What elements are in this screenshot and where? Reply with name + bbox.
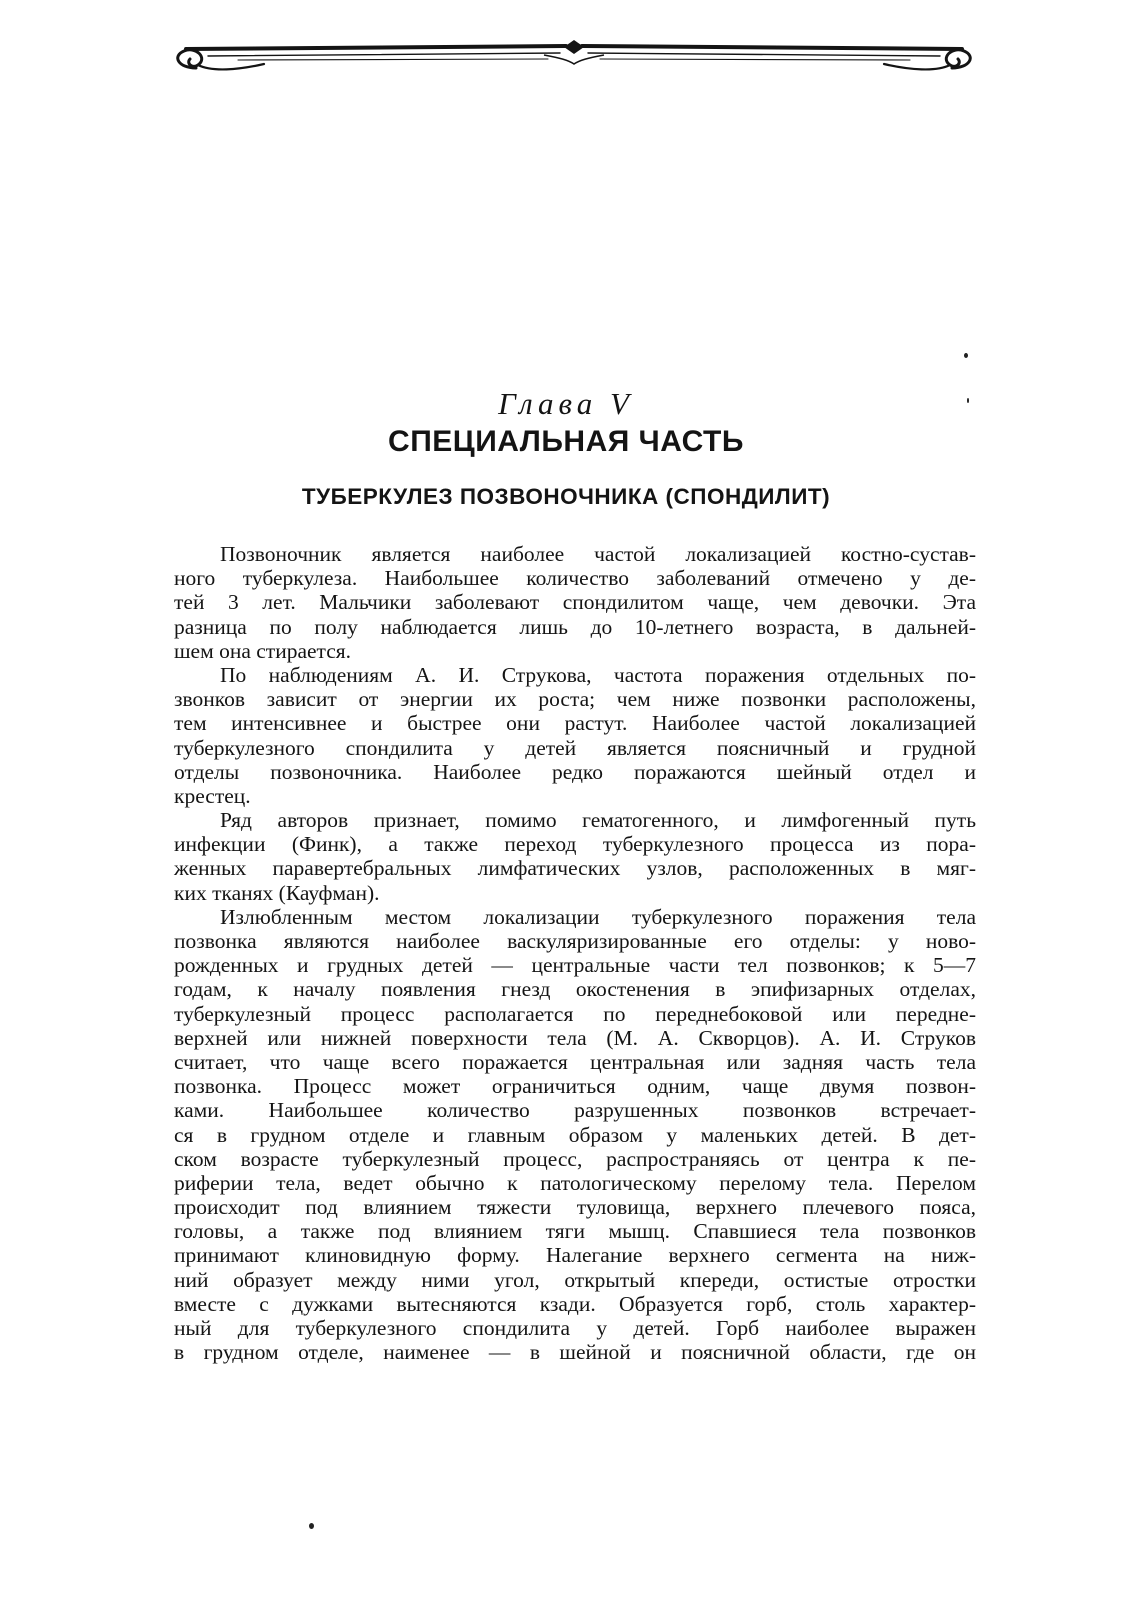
- text-line: верхней или нижней поверхности тела (М. А. Скворцов). А. И. Струков: [174, 1025, 976, 1050]
- text-line: ний образует между ними угол, открытый кпереди, остистые отростки: [174, 1267, 976, 1292]
- print-speck: [964, 353, 968, 358]
- text-line: ного туберкулеза. Наибольшее количество заболеваний отмечено у де-: [174, 566, 976, 591]
- text-line: позвонка. Процесс может ограничиться одним, чаще двумя позвон-: [174, 1074, 976, 1099]
- text-line: Излюбленным местом локализации туберкулезного поражения тела: [220, 904, 976, 929]
- header-ornament: [168, 38, 980, 90]
- text-line: в грудном отделе, наименее — в шейной и поясничной области, где он: [174, 1340, 976, 1365]
- text-line: позвонка являются наиболее васкуляризированные его отделы: у ново-: [174, 929, 976, 953]
- text-line: рожденных и грудных детей — центральные части тел позвонков; к 5—7: [174, 953, 976, 978]
- paragraph: [174, 663, 976, 808]
- text-line: риферии тела, ведет обычно к патологическому перелому тела. Перелом: [174, 1170, 976, 1195]
- text-line: шем она стирается.: [174, 638, 351, 663]
- text-line: годам, к началу появления гнезд окостенения в эпифизарных отделах,: [174, 977, 976, 1002]
- text-line: отделы позвоночника. Наиболее редко поражаются шейный отдел и: [174, 759, 976, 784]
- text-line: ких тканях (Кауфман).: [174, 880, 380, 905]
- text-line: ском возрасте туберкулезный процесс, распространяясь от центра к пе-: [174, 1146, 976, 1171]
- section-title: ТУБЕРКУЛЕЗ ПОЗВОНОЧНИКА (СПОНДИЛИТ): [301, 484, 831, 509]
- text-line: Ряд авторов признает, помимо гематогенного, и лимфогенный путь: [220, 808, 976, 833]
- text-line: Позвоночник является наиболее частой локализацией костно-сустав-: [220, 542, 976, 566]
- chapter-label: Глава V: [498, 386, 634, 421]
- text-line: звонков зависит от энергии их роста; чем ниже позвонки расположены,: [174, 687, 976, 712]
- text-line: принимают клиновидную форму. Налегание верхнего сегмента на ниж-: [174, 1243, 976, 1268]
- paragraph: [174, 905, 976, 1365]
- text-line: ками. Наибольшее количество разрушенных позвонков встречает-: [174, 1098, 976, 1123]
- text-line: происходит под влиянием тяжести туловища, верхнего плечевого пояса,: [174, 1195, 976, 1220]
- text-line: тем интенсивнее и быстрее они растут. Наиболее частой локализацией: [174, 711, 976, 736]
- text-line: туберкулезный процесс располагается по переднебоковой или передне-: [174, 1001, 976, 1026]
- chapter-title: СПЕЦИАЛЬНАЯ ЧАСТЬ: [388, 425, 744, 458]
- text-line: инфекции (Финк), а также переход туберкулезного процесса из пора-: [174, 832, 976, 857]
- text-line: ся в грудном отделе и главным образом у маленьких детей. В дет-: [174, 1122, 976, 1147]
- print-speck: [309, 1523, 314, 1529]
- text-line: ный для туберкулезного спондилита у детей. Горб наиболее выражен: [174, 1316, 976, 1340]
- text-line: вместе с дужками вытесняются кзади. Образуется горб, столь характер-: [174, 1291, 976, 1316]
- text-line: По наблюдениям А. И. Струкова, частота поражения отдельных по-: [220, 662, 976, 687]
- body-text: [174, 542, 976, 1364]
- paragraph: [174, 808, 976, 905]
- text-line: туберкулезного спондилита у детей является поясничный и грудной: [174, 735, 976, 760]
- text-line: женных паравертебральных лимфатических узлов, расположенных в мяг-: [174, 856, 976, 881]
- text-line: головы, а также под влиянием тяги мышц. Спавшиеся тела позвонков: [174, 1219, 976, 1244]
- text-line: тей 3 лет. Мальчики заболевают спондилитом чаще, чем девочки. Эта: [174, 590, 976, 615]
- paragraph: [174, 542, 976, 663]
- text-line: считает, что чаще всего поражается центральная или задняя часть тела: [174, 1049, 976, 1074]
- text-line: разница по полу наблюдается лишь до 10-летнего возраста, в дальней-: [174, 614, 976, 639]
- text-line: крестец.: [174, 783, 251, 808]
